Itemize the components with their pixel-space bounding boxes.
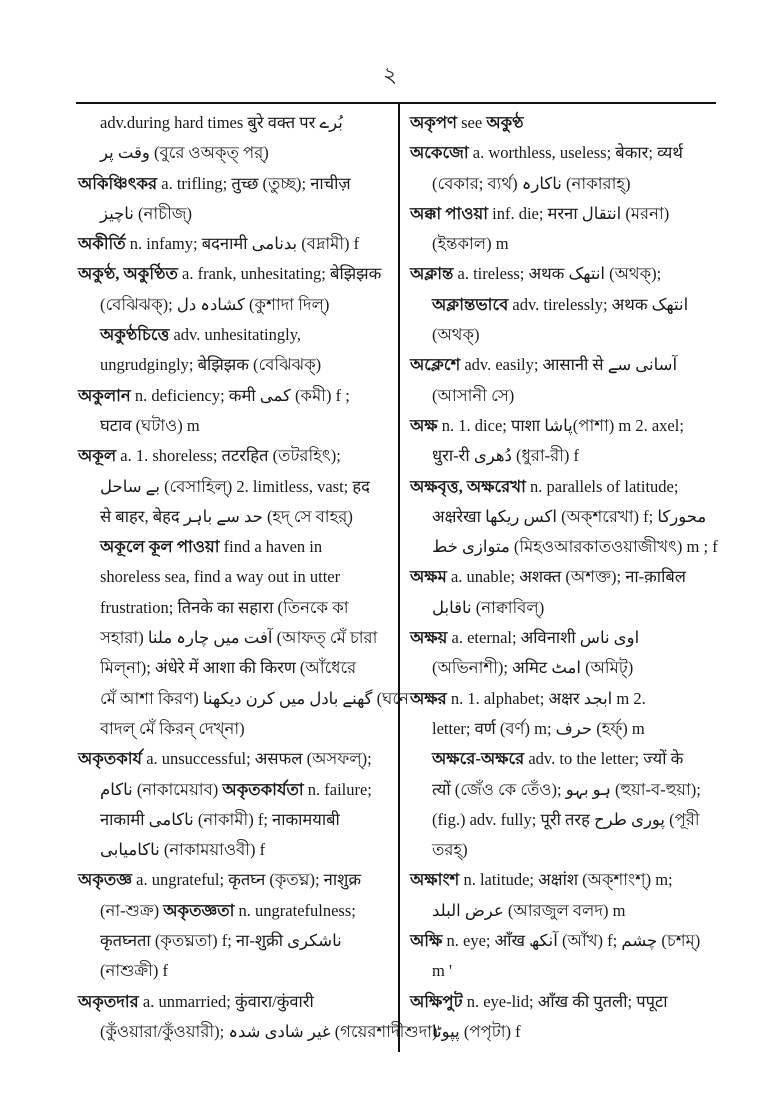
definition-text: (না-শুক্র) [100,900,164,920]
dictionary-line [410,199,716,229]
definition-text: shoreless sea, find a way out in utter [100,567,341,587]
dictionary-line [78,381,394,411]
dictionary-line [78,108,394,138]
definition-text: a. ungrateful; कृतघ्न (কৃতঘ্ন); नाशुक्र [132,870,361,890]
headword: অক্ষবৃত্ত, অক্ষরেখা [410,476,526,496]
headword: অক্ষিপুট [410,991,463,1011]
definition-text: پپوٹا (পপৃটা) f [432,1021,521,1041]
dictionary-line [78,138,394,168]
dictionary-line [78,320,394,350]
definition-text: (নাশুক্রী) f [100,961,168,981]
dictionary-line [78,502,394,532]
definition-text: find a haven in [219,537,323,557]
dictionary-line [78,653,394,683]
dictionary-line [78,623,394,653]
headword: অক্কা পাওয়া [410,203,488,223]
headword: অক্ষম [410,567,447,587]
dictionary-line [410,350,716,380]
dictionary-line [78,229,394,259]
definition-text: adv.during hard times बुरे वक्त पर بُرے [100,113,343,132]
definition-text: adv. to the letter; ज्यों के [524,749,684,769]
dictionary-line [78,562,394,592]
definition-text: a. worthless, useless; बेकार; व्यर्थ [468,143,683,163]
headword: অকুণ্ঠ [486,113,524,132]
dictionary-line [410,259,716,289]
dictionary-line [78,441,394,471]
headword: অকৃতকার্য [78,749,143,769]
definition-text: عرض البلد (আরজুল বলদ) m [432,900,626,920]
headword: অক্ষয় [410,628,448,648]
definition-text: adv. easily; आसानी से آسانی سے [460,355,678,375]
definition-text: inf. die; मरना انتقال (মরনা) [487,203,670,223]
definition-text: धुरा-री دُھری (ধুরা-রী) f [432,446,580,466]
dictionary-line [410,138,716,168]
headword: অকৃতজ্ঞতা [163,900,235,920]
headword: অকৃতজ্ঞ [78,870,133,890]
dictionary-line [78,714,394,744]
definition-text: (fig.) adv. fully; पूरी तरह پوری طرح (পূরী [432,809,700,829]
dictionary-line [410,593,716,623]
dictionary-line [78,896,394,926]
definition-text: n. infamy; बदनामी بدنامی (বদ্নামী) f [125,234,360,254]
headword: অকিঞ্চিৎকর [78,173,158,193]
definition-text: (আসানী সে) [432,385,515,405]
headword: অকৃতকার্যতা [222,779,304,799]
definition-text: ناکامیابی (নাকাময়াওবী) f [100,840,266,860]
definition-text: a. frank, unhesitating; बेझिझक [177,264,382,284]
dictionary-line [410,562,716,592]
definition-text: frustration; तिनके का सहारा (তিনকে কা [100,597,349,617]
headword: অকৃতদার [78,991,139,1011]
dictionary-line [410,623,716,653]
dictionary-line [410,441,716,471]
definition-text: n. ungratefulness; [234,900,356,920]
header-rule [76,102,716,104]
dictionary-line [410,108,716,138]
headword: অকূল [78,446,117,466]
dictionary-line [410,381,716,411]
definition-text: n. 1. dice; पाशा پاشا(পাশা) m 2. axel; [437,415,684,435]
dictionary-line [410,411,716,441]
headword: অকুণ্ঠ, অকুণ্ঠিত [78,264,178,284]
definition-text: a. unable; अशक्त (অশক্ত); ना-क़ाबिल [446,567,686,587]
dictionary-line [78,472,394,502]
dictionary-line [410,502,716,532]
dictionary-line [78,805,394,835]
definition-text: a. 1. shoreless; तटरहित (তটরহিৎ); [116,446,341,466]
definition-text: a. eternal; अविनाशी اوی ناس [447,628,640,648]
definition-text: n. failure; [303,779,372,799]
definition-text: (ইন্তকাল) m [432,234,509,254]
definition-text: (বেঝিঝক্); کشادہ دل (কুশাদা দিল্) [100,294,330,314]
dictionary-line [410,896,716,926]
definition-text: त्यों (জেঁও কে তেঁও); ہو بہو (হুয়া-ব-হুয়া); [432,779,701,799]
definition-text: মিল্না); अंधेरे में आशा की किरण (আঁধেরে [100,658,357,678]
definition-text: (বেকার; ব্যর্থ) ناکارہ (নাকারাহ্) [432,173,631,193]
dictionary-line [410,956,716,986]
headword: অক্ষরে-অক্ষরে [432,749,525,769]
definition-text: মেঁ আশা কিরণ) گھنے بادل میں کرن دیکھنا (ঘনে [100,688,409,708]
headword: অক্ষ [410,415,438,435]
definition-text: नाकामी ناکامی (নাকামী) f; नाकामयाबी [100,809,340,829]
dictionary-line [78,169,394,199]
definition-text: n. parallels of latitude; [525,476,679,496]
column-divider [398,102,400,1052]
headword: অকূলে কূল পাওয়া [100,537,220,557]
definition-text: n. deficiency; कमी کمی (কমী) f ; [130,385,350,405]
headword: অক্লান্তভাবে [432,294,509,314]
definition-text: से बाहर, बेहद حد سے باہر (হদ্ সে বাহর্) [100,506,353,526]
definition-text: সহারা) آفت میں چارہ ملنا (আফত্ মেঁ চারা [100,628,378,648]
dictionary-line [410,532,716,562]
definition-text: বাদল্ মেঁ কিরন্ দেখ্না) [100,718,245,738]
definition-text: m ' [432,961,452,981]
dictionary-line [78,926,394,956]
dictionary-line [410,714,716,744]
headword: অক্ষি [410,931,443,951]
definition-text: ungrudgingly; बेझिझक (বেঝিঝক্) [100,355,322,375]
dictionary-line [410,320,716,350]
headword: অক্লেশে [410,355,461,375]
dictionary-line [78,532,394,562]
dictionary-line [78,1017,438,1047]
definition-text: n. eye-lid; आँख की पुतली; पपूटा [462,991,668,1011]
dictionary-line [78,259,394,289]
definition-text: n. 1. alphabet; अक्षर ابجد m 2. [446,688,646,708]
headword: অক্ষাংশ [410,870,460,890]
dictionary-line [78,199,394,229]
dictionary-line [78,835,394,865]
definition-text: a. unmarried; कुंवारा/कुंवारी [138,991,314,1011]
dictionary-line [78,411,394,441]
definition-text: कृतघ्नता (কৃতঘ্নতা) f; ना-शुक्री ناشکری [100,931,342,951]
right-column [410,108,716,1047]
dictionary-line [78,593,394,623]
dictionary-line [410,865,716,895]
definition-text: अक्षरेखा اکس ریکھا (অক্শরেখা) f; محورکا [432,506,707,526]
dictionary-line [410,653,716,683]
definition-text: متوازی خط (মিহওআরকাতওয়াজীখৎ) m ; f [432,537,718,557]
dictionary-line [410,775,716,805]
headword: অকেজো [410,143,469,163]
headword: অকীর্তি [78,234,126,254]
dictionary-line [410,835,716,865]
definition-text: (কুঁওয়ারা/কুঁওয়ারী); غیر شادی شدہ (গয়েরশাদীশুদা) [100,1021,438,1041]
headword: অকুণ্ঠচিত্তে [100,325,170,345]
definition-text: adv. unhesitatingly, [169,325,301,345]
dictionary-line [410,744,716,774]
definition-text: ناقابل (নাক্বাবিল্) [432,597,545,617]
definition-text: a. trifling; तुच्छ (তুচ্ছ); नाचीज़ [157,173,351,193]
definition-text: ناکام (নাকামেয়াব) [100,779,223,799]
dictionary-line [78,865,394,895]
definition-text: n. latitude; अक्षांश (অক্শাংশ্) m; [459,870,673,890]
dictionary-line [410,684,716,714]
dictionary-line [78,956,394,986]
definition-text: وقت پر (বুরে ওঅক্ত্ পর্) [100,143,269,163]
definition-text: see [457,113,487,132]
headword: অকুলান [78,385,131,405]
dictionary-line [78,775,394,805]
dictionary-line [78,987,394,1017]
definition-text: তরহ্) [432,840,468,860]
dictionary-line [78,350,394,380]
dictionary-line [410,1017,716,1047]
definition-text: ناچیز (নাচীজ্) [100,203,193,223]
definition-text: a. unsuccessful; असफल (অসফল্); [142,749,372,769]
dictionary-line [410,805,716,835]
definition-text: घटाव (ঘটাও) m [100,415,200,435]
definition-text: letter; वर्ण (বর্ণ) m; حرف (হর্ফ্) m [432,718,645,738]
dictionary-line [410,229,716,259]
dictionary-line [78,684,409,714]
definition-text: n. eye; आँख آنکھ (আঁখ) f; چشم (চশম্) [442,931,701,951]
headword: অকৃপণ [410,113,458,132]
definition-text: a. tireless; अथक انتھک (অথক্); [453,264,662,284]
headword: অক্লান্ত [410,264,454,284]
dictionary-line [78,290,394,320]
dictionary-line [78,744,394,774]
definition-text: (অথক্) [432,325,480,345]
page-number: ২ [382,62,398,87]
definition-text: بے ساحل (বেসাহিল্) 2. limitless, vast; हद [100,476,370,496]
headword: অক্ষর [410,688,447,708]
definition-text: (অভিনাশী); अमिट امٹ (অমিট্) [432,658,634,678]
definition-text: adv. tirelessly; अथक انتھک [508,294,689,314]
dictionary-line [410,169,716,199]
dictionary-line [410,472,716,502]
dictionary-line [410,987,716,1017]
dictionary-line [410,926,716,956]
dictionary-line [410,290,716,320]
